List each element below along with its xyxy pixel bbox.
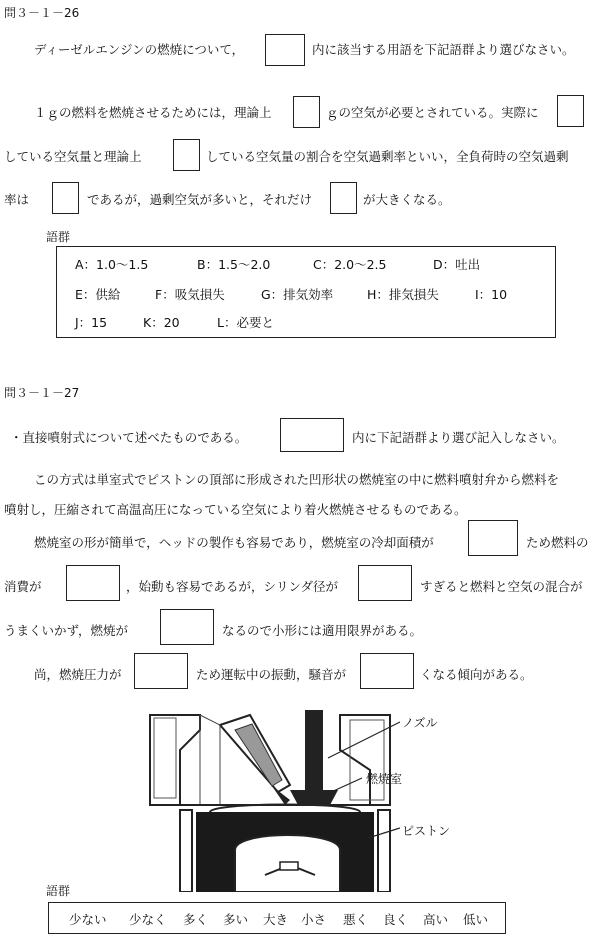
q1-paragraph-line-2b: している空気量の割合を空気過剰率といい，全負荷時の空気過剰 [206, 149, 569, 164]
answer-box[interactable] [280, 418, 344, 452]
q2-paragraph-line-4c: すぎると燃料と空気の混合が [420, 579, 583, 594]
q1-paragraph-line-1a: １ｇの燃料を燃焼させるためには，理論上 [34, 105, 272, 120]
q1-intro-text-b: 内に該当する用語を下記語群より選びなさい。 [312, 42, 575, 57]
q2-intro-text-b: 内に下記語群より選び記入しなさい。 [352, 430, 565, 445]
choice-item: A：1.0～1.5 [75, 257, 149, 272]
figure-label-piston: ピストン [402, 824, 451, 838]
choice-item: 少なく [129, 912, 167, 927]
choice-item: 大き [263, 912, 289, 927]
q2-paragraph-line-5b: なるので小形には適用限界がある。 [222, 623, 423, 638]
answer-box[interactable] [358, 565, 412, 601]
q2-paragraph-line-3b: ため燃料の [526, 535, 589, 550]
q2-paragraph-line-5a: うまくいかず，燃焼が [4, 623, 129, 638]
choice-item: E：供給 [75, 287, 121, 302]
answer-box[interactable] [66, 565, 120, 601]
choice-item: 多い [223, 912, 249, 927]
figure-label-combustion-chamber: 燃焼室 [366, 772, 403, 786]
q1-paragraph-line-2a: している空気量と理論上 [4, 149, 142, 164]
q1-paragraph-line-3c: が大きくなる。 [363, 192, 451, 207]
choice-item: B：1.5～2.0 [197, 257, 271, 272]
choice-item: 低い [463, 912, 489, 927]
answer-box[interactable] [557, 95, 584, 127]
choice-item: L：必要と [217, 315, 274, 330]
q2-paragraph-line-6c: くなる傾向がある。 [420, 667, 533, 682]
question-number-2: 問３－１－27 [4, 386, 80, 400]
choice-item: K：20 [143, 315, 180, 330]
q2-paragraph-line-6a: 尚，燃焼圧力が [34, 667, 122, 682]
direct-injection-diagram [140, 710, 403, 892]
q1-intro-text-a: ディーゼルエンジンの燃焼について， [34, 42, 245, 57]
choice-item: H：排気損失 [367, 287, 439, 302]
q2-paragraph-line-2: 噴射し，圧縮されて高温高圧になっている空気により着火燃焼させるものである。 [4, 502, 467, 517]
q2-intro-text-a: ・直接噴射式について述べたものである。 [10, 430, 248, 445]
answer-box[interactable] [468, 520, 518, 556]
choice-item: 悪く [343, 912, 369, 927]
figure-label-nozzle: ノズル [402, 716, 438, 730]
choice-item: F：吸気損失 [155, 287, 225, 302]
choice-item: C：2.0～2.5 [313, 257, 387, 272]
choice-item: 高い [423, 912, 449, 927]
answer-box[interactable] [160, 609, 214, 645]
choice-item: D：吐出 [433, 257, 481, 272]
q2-choices-label: 語群 [46, 884, 71, 898]
choice-item: J：15 [75, 315, 108, 330]
answer-box[interactable] [360, 653, 414, 689]
answer-box[interactable] [330, 182, 357, 214]
q1-paragraph-line-3b: であるが，過剰空気が多いと，それだけ [87, 192, 313, 207]
answer-box[interactable] [293, 96, 320, 128]
choice-item: 多く [183, 912, 209, 927]
question-number-1: 問３－１－26 [4, 6, 80, 20]
choice-item: G：排気効率 [261, 287, 334, 302]
q1-paragraph-line-3a: 率は [4, 192, 30, 207]
q2-paragraph-line-3a: 燃焼室の形が簡単で，ヘッドの製作も容易であり，燃焼室の冷却面積が [34, 535, 434, 550]
q2-paragraph-line-6b: ため運転中の振動，騒音が [196, 667, 347, 682]
choice-item: 良く [383, 912, 409, 927]
answer-box[interactable] [265, 34, 305, 66]
choice-item: I：10 [475, 287, 508, 302]
answer-box[interactable] [52, 182, 79, 214]
q2-choices-box [48, 902, 506, 934]
answer-box[interactable] [173, 139, 200, 171]
choice-item: 少ない [69, 912, 107, 927]
q2-paragraph-line-4b: ，始動も容易であるが，シリンダ径が [126, 579, 339, 594]
q1-choices-label: 語群 [46, 230, 71, 244]
answer-box[interactable] [134, 653, 188, 689]
q2-paragraph-line-1: この方式は単室式でピストンの頂部に形成された凹形状の燃焼室の中に燃料噴射弁から燃料を [34, 472, 560, 487]
q1-choices-box [56, 246, 556, 338]
q1-paragraph-line-1b: ｇの空気が必要とされている。実際に [326, 105, 539, 120]
q2-paragraph-line-4a: 消費が [4, 579, 42, 594]
choice-item: 小さ [301, 912, 327, 927]
